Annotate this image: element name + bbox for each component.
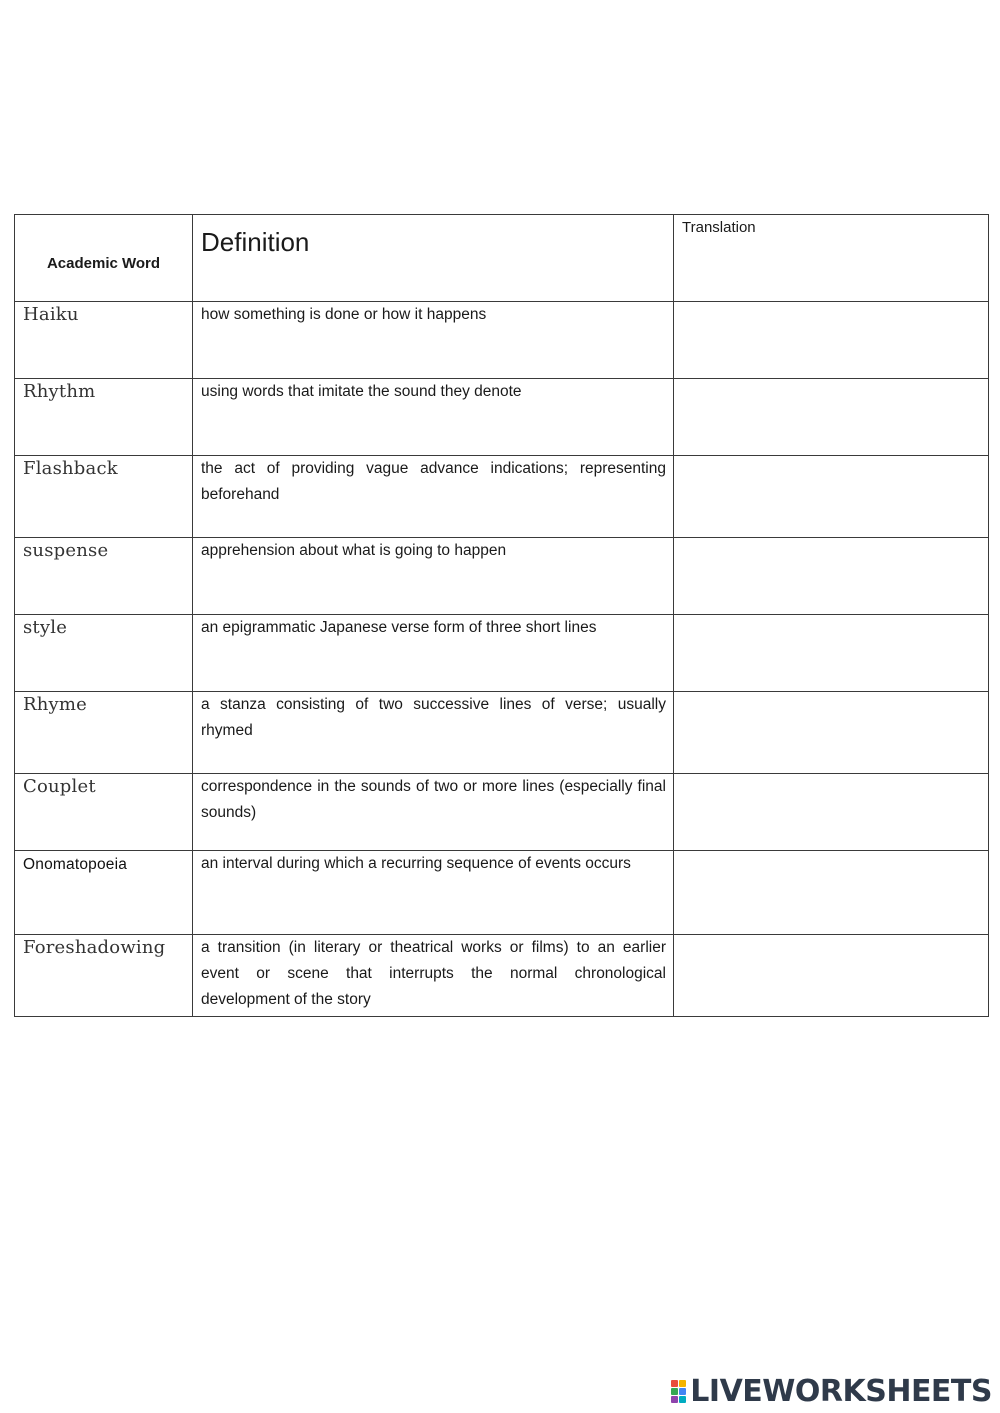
word-cell: suspense [15,538,193,615]
translation-answer-field[interactable] [674,615,989,692]
table-row [15,302,989,379]
logo-grid-icon [671,1380,686,1403]
translation-answer-field[interactable] [674,302,989,379]
definition-cell: a stanza consisting of two successive lines of verse; usually rhymed [193,692,674,774]
logo-square [671,1380,678,1387]
table-row [15,774,989,851]
word-cell: Flashback [15,456,193,538]
definition-cell: the act of providing vague advance indications; representing beforehand [193,456,674,538]
vocabulary-table [14,214,989,1017]
translation-answer-field[interactable] [674,774,989,851]
definition-cell: using words that imitate the sound they denote [193,379,674,456]
definition-cell: apprehension about what is going to happen [193,538,674,615]
logo-square [671,1388,678,1395]
translation-answer-field[interactable] [674,692,989,774]
word-cell: Rhyme [15,692,193,774]
logo-square [671,1396,678,1403]
word-cell: Rhythm [15,379,193,456]
translation-answer-field[interactable] [674,538,989,615]
word-cell: Onomatopoeia [15,851,193,935]
definition-cell: a transition (in literary or theatrical works or films) to an earlier event or scene that interrupts the normal chronological development of the story [193,935,674,1017]
logo-square [679,1380,686,1387]
table-row [15,935,989,1017]
translation-answer-field[interactable] [674,456,989,538]
table-row [15,538,989,615]
translation-answer-field[interactable] [674,851,989,935]
word-cell: Haiku [15,302,193,379]
logo-text: LIVEWORKSHEETS [690,1374,992,1409]
table-row [15,379,989,456]
table-row [15,456,989,538]
translation-answer-field[interactable] [674,935,989,1017]
table-row [15,851,989,935]
table-header-row [15,215,989,302]
definition-cell: correspondence in the sounds of two or more lines (especially final sounds) [193,774,674,851]
liveworksheets-logo [671,1374,992,1409]
definition-cell: an interval during which a recurring sequence of events occurs [193,851,674,935]
word-cell: Couplet [15,774,193,851]
table-row [15,692,989,774]
word-cell: Foreshadowing [15,935,193,1017]
definition-cell: how something is done or how it happens [193,302,674,379]
translation-answer-field[interactable] [674,379,989,456]
header-definition: Definition [193,215,674,302]
logo-square [679,1388,686,1395]
table-row [15,615,989,692]
word-cell: style [15,615,193,692]
definition-cell: an epigrammatic Japanese verse form of three short lines [193,615,674,692]
logo-square [679,1396,686,1403]
header-translation: Translation [674,215,989,302]
header-academic-word: Academic Word [15,215,193,302]
